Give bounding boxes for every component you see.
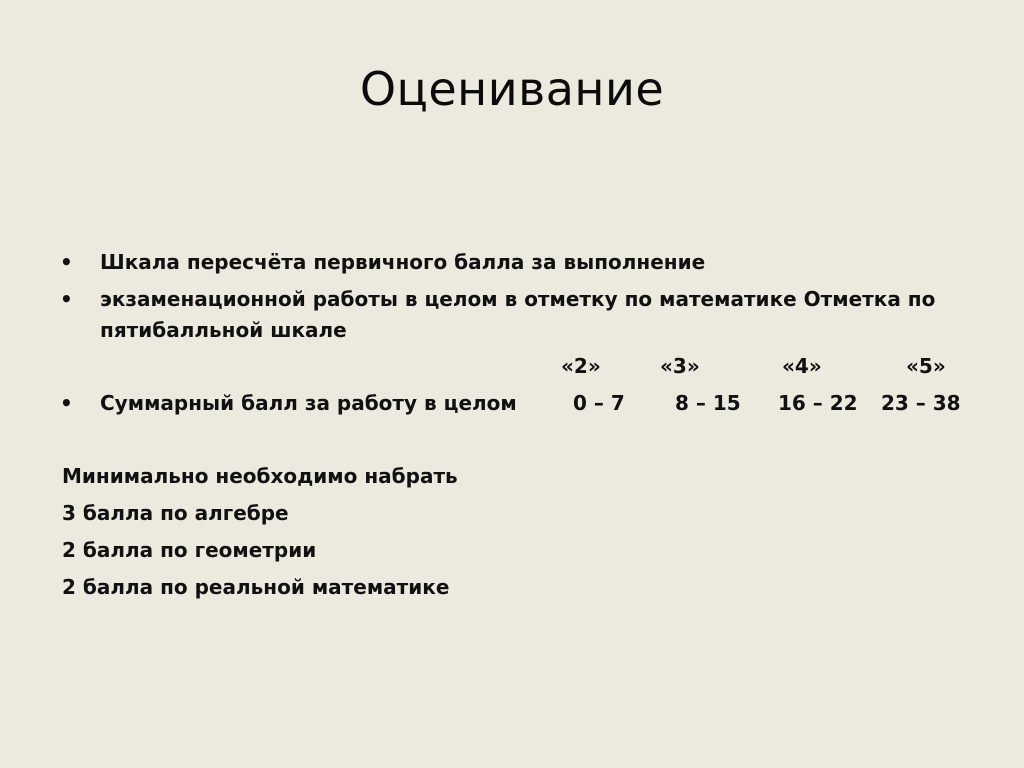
minimum-heading: Минимально необходимо набрать (62, 464, 458, 488)
bullet-text-exam: экзаменационной работы в целом в отметку по математике Отметка по (100, 287, 936, 311)
score-range-2: 0 – 7 (573, 391, 625, 415)
bullet-marker: • (60, 287, 73, 311)
grade-header-3: «3» (660, 354, 700, 378)
bullet-text-scale: Шкала пересчёта первичного балла за выполнение (100, 250, 706, 274)
bullet-marker: • (60, 250, 73, 274)
grade-header-5: «5» (906, 354, 946, 378)
grade-header-2: «2» (561, 354, 601, 378)
score-range-4: 16 – 22 (778, 391, 858, 415)
slide-title: Оценивание (359, 62, 665, 116)
minimum-item-real-math: 2 балла по реальной математике (62, 575, 450, 599)
score-row-label: Суммарный балл за работу в целом (100, 391, 517, 415)
bullet-text-exam-cont: пятибалльной шкале (100, 318, 347, 342)
grade-header-4: «4» (782, 354, 822, 378)
score-range-3: 8 – 15 (675, 391, 741, 415)
minimum-item-algebra: 3 балла по алгебре (62, 501, 289, 525)
minimum-item-geometry: 2 балла по геометрии (62, 538, 317, 562)
bullet-marker: • (60, 391, 73, 415)
score-range-5: 23 – 38 (881, 391, 961, 415)
